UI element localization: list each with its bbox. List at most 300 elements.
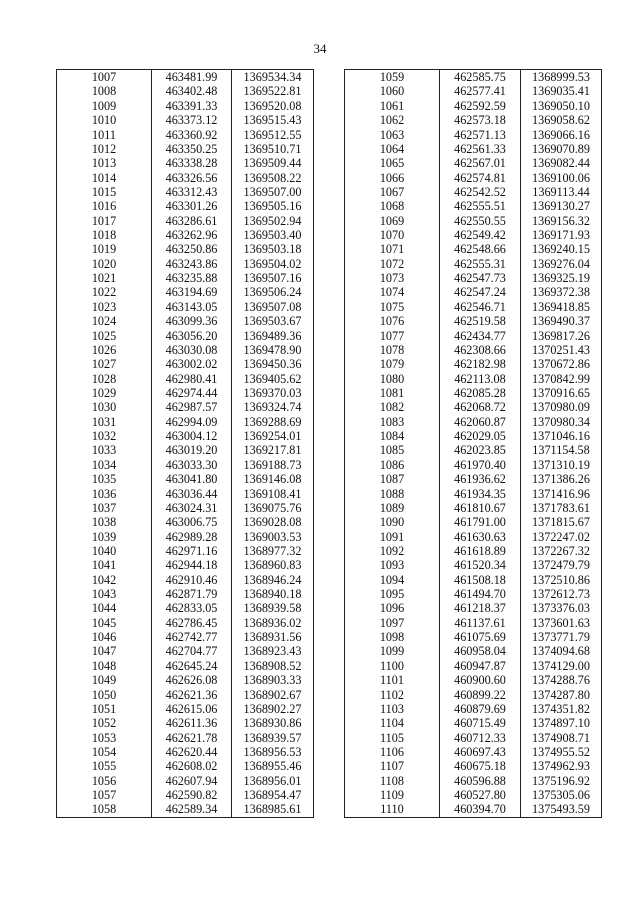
table-row: [345, 530, 602, 544]
table-row: [57, 271, 314, 285]
point-number: 1095: [345, 587, 440, 601]
x-coordinate: 463402.48: [152, 84, 232, 98]
point-number: 1066: [345, 171, 440, 185]
x-coordinate: 461494.70: [440, 587, 521, 601]
x-coordinate: 460527.80: [440, 788, 521, 802]
table-row: [57, 70, 314, 85]
table-row: [345, 113, 602, 127]
point-number: 1074: [345, 285, 440, 299]
y-coordinate: 1369082.44: [521, 156, 602, 170]
y-coordinate: 1368940.18: [232, 587, 314, 601]
table-row: [345, 99, 602, 113]
table-row: [345, 616, 602, 630]
y-coordinate: 1372479.79: [521, 558, 602, 572]
table-row: [345, 372, 602, 386]
table-row: [57, 659, 314, 673]
x-coordinate: 463350.25: [152, 142, 232, 156]
x-coordinate: 462068.72: [440, 400, 521, 414]
point-number: 1053: [57, 731, 152, 745]
point-number: 1084: [345, 429, 440, 443]
x-coordinate: 460697.43: [440, 745, 521, 759]
table-row: [345, 745, 602, 759]
point-number: 1075: [345, 300, 440, 314]
y-coordinate: 1369504.02: [232, 257, 314, 271]
point-number: 1083: [345, 415, 440, 429]
y-coordinate: 1374094.68: [521, 644, 602, 658]
table-row: [345, 558, 602, 572]
y-coordinate: 1371815.67: [521, 515, 602, 529]
y-coordinate: 1370672.86: [521, 357, 602, 371]
y-coordinate: 1369108.41: [232, 486, 314, 500]
table-row: [57, 415, 314, 429]
point-number: 1087: [345, 472, 440, 486]
x-coordinate: 462645.24: [152, 659, 232, 673]
point-number: 1062: [345, 113, 440, 127]
y-coordinate: 1369503.67: [232, 314, 314, 328]
y-coordinate: 1369503.18: [232, 242, 314, 256]
table-row: [345, 501, 602, 515]
y-coordinate: 1368930.86: [232, 716, 314, 730]
y-coordinate: 1369035.41: [521, 84, 602, 98]
point-number: 1046: [57, 630, 152, 644]
x-coordinate: 463235.88: [152, 271, 232, 285]
x-coordinate: 463006.75: [152, 515, 232, 529]
table-row: [57, 774, 314, 788]
point-number: 1057: [57, 788, 152, 802]
y-coordinate: 1369156.32: [521, 214, 602, 228]
y-coordinate: 1369325.19: [521, 271, 602, 285]
y-coordinate: 1369028.08: [232, 515, 314, 529]
point-number: 1078: [345, 343, 440, 357]
x-coordinate: 461508.18: [440, 573, 521, 587]
table-row: [57, 587, 314, 601]
table-row: [345, 644, 602, 658]
table-row: [345, 285, 602, 299]
table-row: [345, 228, 602, 242]
y-coordinate: 1371310.19: [521, 458, 602, 472]
point-number: 1110: [345, 802, 440, 817]
table-row: [57, 458, 314, 472]
point-number: 1050: [57, 687, 152, 701]
x-coordinate: 461936.62: [440, 472, 521, 486]
point-number: 1061: [345, 99, 440, 113]
point-number: 1030: [57, 400, 152, 414]
point-number: 1096: [345, 601, 440, 615]
point-number: 1017: [57, 214, 152, 228]
x-coordinate: 463360.92: [152, 127, 232, 141]
x-coordinate: 462833.05: [152, 601, 232, 615]
x-coordinate: 462974.44: [152, 386, 232, 400]
x-coordinate: 462555.31: [440, 257, 521, 271]
table-row: [345, 271, 602, 285]
y-coordinate: 1369130.27: [521, 199, 602, 213]
y-coordinate: 1372612.73: [521, 587, 602, 601]
y-coordinate: 1370980.09: [521, 400, 602, 414]
table-row: [57, 228, 314, 242]
y-coordinate: 1369510.71: [232, 142, 314, 156]
table-row: [345, 486, 602, 500]
table-row: [57, 630, 314, 644]
y-coordinate: 1369066.16: [521, 127, 602, 141]
y-coordinate: 1368939.57: [232, 731, 314, 745]
point-number: 1071: [345, 242, 440, 256]
point-number: 1088: [345, 486, 440, 500]
x-coordinate: 463056.20: [152, 328, 232, 342]
x-coordinate: 462742.77: [152, 630, 232, 644]
x-coordinate: 460675.18: [440, 759, 521, 773]
point-number: 1039: [57, 530, 152, 544]
table-row: [345, 386, 602, 400]
point-number: 1104: [345, 716, 440, 730]
y-coordinate: 1369276.04: [521, 257, 602, 271]
table-row: [57, 185, 314, 199]
y-coordinate: 1369070.89: [521, 142, 602, 156]
point-number: 1092: [345, 544, 440, 558]
table-row: [57, 357, 314, 371]
y-coordinate: 1369003.53: [232, 530, 314, 544]
table-row: [57, 745, 314, 759]
y-coordinate: 1369817.26: [521, 328, 602, 342]
point-number: 1026: [57, 343, 152, 357]
y-coordinate: 1368939.58: [232, 601, 314, 615]
y-coordinate: 1372267.32: [521, 544, 602, 558]
y-coordinate: 1371154.58: [521, 443, 602, 457]
x-coordinate: 462621.78: [152, 731, 232, 745]
x-coordinate: 463250.86: [152, 242, 232, 256]
point-number: 1010: [57, 113, 152, 127]
page-number: 34: [313, 41, 327, 56]
y-coordinate: 1371386.26: [521, 472, 602, 486]
y-coordinate: 1371046.16: [521, 429, 602, 443]
point-number: 1105: [345, 731, 440, 745]
x-coordinate: 463004.12: [152, 429, 232, 443]
y-coordinate: 1369217.81: [232, 443, 314, 457]
table-row: [57, 530, 314, 544]
point-number: 1032: [57, 429, 152, 443]
x-coordinate: 463373.12: [152, 113, 232, 127]
point-number: 1029: [57, 386, 152, 400]
table-row: [345, 415, 602, 429]
y-coordinate: 1368931.56: [232, 630, 314, 644]
point-number: 1099: [345, 644, 440, 658]
table-row: [57, 443, 314, 457]
table-row: [345, 185, 602, 199]
table-row: [345, 127, 602, 141]
x-coordinate: 461934.35: [440, 486, 521, 500]
table-row: [345, 587, 602, 601]
point-number: 1034: [57, 458, 152, 472]
y-coordinate: 1368946.24: [232, 573, 314, 587]
x-coordinate: 462542.52: [440, 185, 521, 199]
table-row: [345, 515, 602, 529]
y-coordinate: 1368956.01: [232, 774, 314, 788]
table-row: [345, 630, 602, 644]
x-coordinate: 462871.79: [152, 587, 232, 601]
point-number: 1102: [345, 687, 440, 701]
point-number: 1038: [57, 515, 152, 529]
point-number: 1040: [57, 544, 152, 558]
y-coordinate: 1369324.74: [232, 400, 314, 414]
y-coordinate: 1369507.00: [232, 185, 314, 199]
point-number: 1091: [345, 530, 440, 544]
table-row: [345, 659, 602, 673]
x-coordinate: 461970.40: [440, 458, 521, 472]
y-coordinate: 1370842.99: [521, 372, 602, 386]
table-row: [345, 673, 602, 687]
x-coordinate: 462550.55: [440, 214, 521, 228]
y-coordinate: 1368954.47: [232, 788, 314, 802]
y-coordinate: 1373601.63: [521, 616, 602, 630]
x-coordinate: 461810.67: [440, 501, 521, 515]
table-row: [345, 214, 602, 228]
table-row: [345, 343, 602, 357]
y-coordinate: 1369188.73: [232, 458, 314, 472]
table-row: [345, 300, 602, 314]
point-number: 1036: [57, 486, 152, 500]
y-coordinate: 1374897.10: [521, 716, 602, 730]
y-coordinate: 1374962.93: [521, 759, 602, 773]
table-row: [345, 142, 602, 156]
x-coordinate: 462607.94: [152, 774, 232, 788]
table-row: [57, 142, 314, 156]
y-coordinate: 1369515.43: [232, 113, 314, 127]
x-coordinate: 463036.44: [152, 486, 232, 500]
point-number: 1045: [57, 616, 152, 630]
y-coordinate: 1369507.08: [232, 300, 314, 314]
y-coordinate: 1369405.62: [232, 372, 314, 386]
point-number: 1023: [57, 300, 152, 314]
table-row: [57, 386, 314, 400]
y-coordinate: 1368956.53: [232, 745, 314, 759]
table-row: [345, 788, 602, 802]
y-coordinate: 1371783.61: [521, 501, 602, 515]
y-coordinate: 1372510.86: [521, 573, 602, 587]
point-number: 1037: [57, 501, 152, 515]
point-number: 1108: [345, 774, 440, 788]
y-coordinate: 1369254.01: [232, 429, 314, 443]
table-row: [57, 716, 314, 730]
point-number: 1069: [345, 214, 440, 228]
table-row: [345, 171, 602, 185]
x-coordinate: 460958.04: [440, 644, 521, 658]
x-coordinate: 462085.28: [440, 386, 521, 400]
y-coordinate: 1372247.02: [521, 530, 602, 544]
table-row: [57, 300, 314, 314]
table-row: [57, 472, 314, 486]
y-coordinate: 1369171.93: [521, 228, 602, 242]
table-row: [57, 127, 314, 141]
table-row: [57, 486, 314, 500]
table-row: [345, 472, 602, 486]
point-number: 1077: [345, 328, 440, 342]
table-row: [345, 242, 602, 256]
x-coordinate: 462987.57: [152, 400, 232, 414]
y-coordinate: 1368908.52: [232, 659, 314, 673]
y-coordinate: 1370251.43: [521, 343, 602, 357]
point-number: 1052: [57, 716, 152, 730]
point-number: 1011: [57, 127, 152, 141]
x-coordinate: 462561.33: [440, 142, 521, 156]
table-row: [57, 802, 314, 817]
point-number: 1097: [345, 616, 440, 630]
point-number: 1081: [345, 386, 440, 400]
table-row: [57, 257, 314, 271]
x-coordinate: 462615.06: [152, 702, 232, 716]
point-number: 1014: [57, 171, 152, 185]
table-row: [57, 429, 314, 443]
table-row: [57, 113, 314, 127]
table-row: [345, 400, 602, 414]
point-number: 1055: [57, 759, 152, 773]
point-number: 1109: [345, 788, 440, 802]
y-coordinate: 1374287.80: [521, 687, 602, 701]
x-coordinate: 462994.09: [152, 415, 232, 429]
point-number: 1076: [345, 314, 440, 328]
point-number: 1028: [57, 372, 152, 386]
point-number: 1093: [345, 558, 440, 572]
x-coordinate: 463262.96: [152, 228, 232, 242]
x-coordinate: 461520.34: [440, 558, 521, 572]
y-coordinate: 1369508.22: [232, 171, 314, 185]
point-number: 1008: [57, 84, 152, 98]
point-number: 1012: [57, 142, 152, 156]
table-row: [57, 171, 314, 185]
x-coordinate: 463194.69: [152, 285, 232, 299]
y-coordinate: 1368902.27: [232, 702, 314, 716]
x-coordinate: 462980.41: [152, 372, 232, 386]
point-number: 1103: [345, 702, 440, 716]
table-row: [345, 84, 602, 98]
table-row: [57, 84, 314, 98]
y-coordinate: 1370916.65: [521, 386, 602, 400]
y-coordinate: 1369075.76: [232, 501, 314, 515]
x-coordinate: 460947.87: [440, 659, 521, 673]
point-number: 1060: [345, 84, 440, 98]
point-number: 1089: [345, 501, 440, 515]
point-number: 1048: [57, 659, 152, 673]
table-row: [57, 644, 314, 658]
x-coordinate: 460394.70: [440, 802, 521, 817]
table-row: [57, 759, 314, 773]
y-coordinate: 1369100.06: [521, 171, 602, 185]
x-coordinate: 462029.05: [440, 429, 521, 443]
y-coordinate: 1368923.43: [232, 644, 314, 658]
y-coordinate: 1374955.52: [521, 745, 602, 759]
table-row: [345, 70, 602, 85]
point-number: 1044: [57, 601, 152, 615]
point-number: 1042: [57, 573, 152, 587]
x-coordinate: 462590.82: [152, 788, 232, 802]
x-coordinate: 462910.46: [152, 573, 232, 587]
point-number: 1024: [57, 314, 152, 328]
x-coordinate: 462113.08: [440, 372, 521, 386]
point-number: 1009: [57, 99, 152, 113]
x-coordinate: 461075.69: [440, 630, 521, 644]
table-row: [57, 573, 314, 587]
y-coordinate: 1369534.34: [232, 70, 314, 85]
point-number: 1022: [57, 285, 152, 299]
y-coordinate: 1375196.92: [521, 774, 602, 788]
x-coordinate: 463326.56: [152, 171, 232, 185]
table-row: [57, 544, 314, 558]
y-coordinate: 1368977.32: [232, 544, 314, 558]
x-coordinate: 463002.02: [152, 357, 232, 371]
x-coordinate: 462308.66: [440, 343, 521, 357]
y-coordinate: 1368903.33: [232, 673, 314, 687]
y-coordinate: 1369520.08: [232, 99, 314, 113]
table-row: [345, 257, 602, 271]
point-number: 1043: [57, 587, 152, 601]
y-coordinate: 1375493.59: [521, 802, 602, 817]
x-coordinate: 461218.37: [440, 601, 521, 615]
x-coordinate: 462182.98: [440, 357, 521, 371]
x-coordinate: 462971.16: [152, 544, 232, 558]
point-number: 1064: [345, 142, 440, 156]
y-coordinate: 1369058.62: [521, 113, 602, 127]
x-coordinate: 462571.13: [440, 127, 521, 141]
y-coordinate: 1369450.36: [232, 357, 314, 371]
y-coordinate: 1368999.53: [521, 70, 602, 85]
point-number: 1098: [345, 630, 440, 644]
point-number: 1065: [345, 156, 440, 170]
table-row: [345, 802, 602, 817]
table-row: [345, 429, 602, 443]
point-number: 1086: [345, 458, 440, 472]
x-coordinate: 463301.26: [152, 199, 232, 213]
x-coordinate: 462546.71: [440, 300, 521, 314]
point-number: 1051: [57, 702, 152, 716]
x-coordinate: 461791.00: [440, 515, 521, 529]
point-number: 1100: [345, 659, 440, 673]
x-coordinate: 462023.85: [440, 443, 521, 457]
y-coordinate: 1373376.03: [521, 601, 602, 615]
table-row: [57, 242, 314, 256]
point-number: 1101: [345, 673, 440, 687]
y-coordinate: 1368902.67: [232, 687, 314, 701]
y-coordinate: 1369509.44: [232, 156, 314, 170]
y-coordinate: 1371416.96: [521, 486, 602, 500]
y-coordinate: 1369050.10: [521, 99, 602, 113]
table-row: [57, 400, 314, 414]
point-number: 1015: [57, 185, 152, 199]
table-row: [57, 214, 314, 228]
point-number: 1073: [345, 271, 440, 285]
y-coordinate: 1369113.44: [521, 185, 602, 199]
table-row: [57, 601, 314, 615]
point-number: 1068: [345, 199, 440, 213]
point-number: 1070: [345, 228, 440, 242]
y-coordinate: 1368960.83: [232, 558, 314, 572]
x-coordinate: 462519.58: [440, 314, 521, 328]
x-coordinate: 463286.61: [152, 214, 232, 228]
x-coordinate: 462547.73: [440, 271, 521, 285]
point-number: 1031: [57, 415, 152, 429]
y-coordinate: 1374129.00: [521, 659, 602, 673]
table-row: [57, 372, 314, 386]
table-row: [57, 616, 314, 630]
x-coordinate: 462567.01: [440, 156, 521, 170]
point-number: 1025: [57, 328, 152, 342]
y-coordinate: 1369146.08: [232, 472, 314, 486]
x-coordinate: 461137.61: [440, 616, 521, 630]
x-coordinate: 463243.86: [152, 257, 232, 271]
coordinates-table-left: [56, 69, 314, 818]
point-number: 1033: [57, 443, 152, 457]
x-coordinate: 462555.51: [440, 199, 521, 213]
point-number: 1016: [57, 199, 152, 213]
table-row: [345, 156, 602, 170]
table-row: [57, 343, 314, 357]
